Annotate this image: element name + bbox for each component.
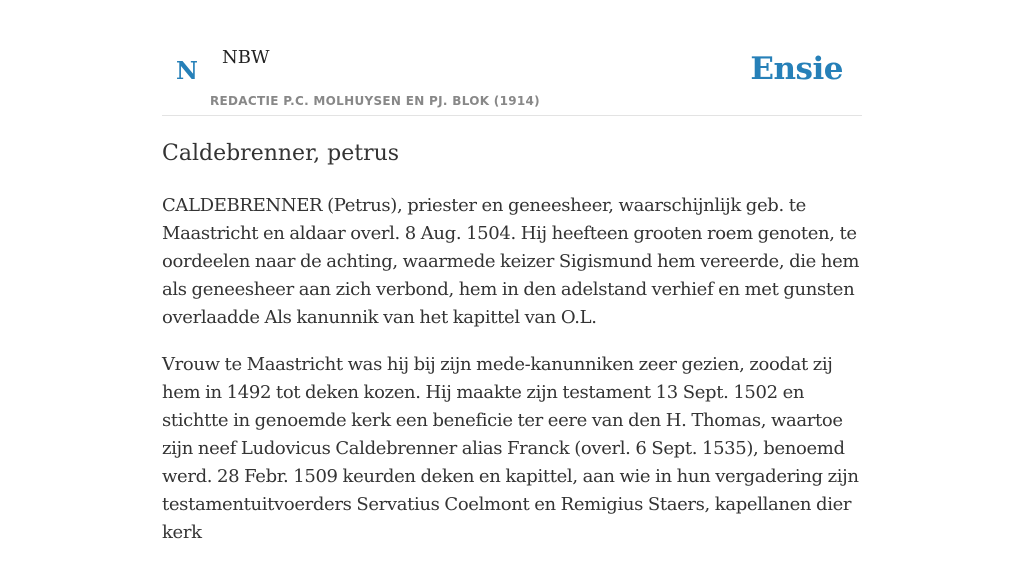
article-title: Caldebrenner, petrus <box>162 141 400 166</box>
source-subtitle: REDACTIE P.C. MOLHUYSEN EN PJ. BLOK (1914) <box>210 94 540 108</box>
article-paragraph: CALDEBRENNER (Petrus), priester en geneesheer, waarschijnlijk geb. te Maastricht en aldaar overl. 8 Aug. 1504. Hij heefteen grooten roem genoten, te oordeelen naar de achting, waarmede keizer Sigismund hem vereerde, die hem als geneesheer aan zich verbond, hem in den adelstand verhief en met gunsten overlaadde Als kanunnik van het kapittel van O.L. <box>162 195 860 328</box>
source-name[interactable]: NBW <box>222 47 270 68</box>
article-paragraph: Vrouw te Maastricht was hij bij zijn mede-kanunniken zeer gezien, zoodat zij hem in 1492 tot deken kozen. Hij maakte zijn testament 13 Sept. 1502 en stichtte in genoemde kerk een beneficie ter eere van den H. Thomas, waartoe zijn neef Ludovicus Caldebrenner alias Franck (overl. 6 Sept. 1535), benoemd werd. 28 Febr. 1509 keurden deken en kapittel, aan wie in hun vergadering zijn testamentuitvoerders Servatius Coelmont en Remigius Staers, kapellanen dier kerk <box>162 354 859 543</box>
ensie-logo[interactable]: Ensie <box>750 51 843 87</box>
header <box>162 38 862 116</box>
article-body <box>162 192 866 566</box>
source-logo-icon[interactable]: N <box>176 56 198 85</box>
